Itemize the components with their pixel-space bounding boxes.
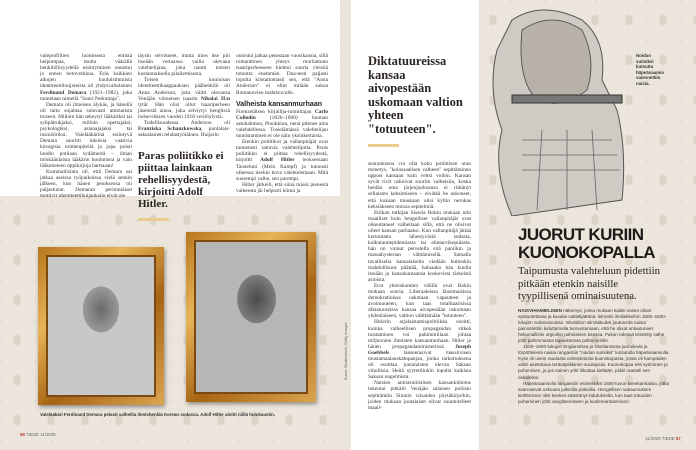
paragraph: Demara oli ilmeisen älykäs, ja hänellä oli taito sujahtaa sulavasti ammatista toiseen. Milloin hän tekeytyi lääkäriksi tai sylipätrukjaksi, milloin opettajaksi, psykologiksi, asianajajaksi tai insinööriksi. Valelääkärinä esiintyvä Demara suoritti lukuisia vaativia kirurgisia toimenpiteitä ja jopa poisti luodin potilaan sydämestä – ilman minkäänlaista lääkärin koulutusta ja vain lääketieteen oppikirjoja harttaaan!: [40, 101, 132, 169]
left-column-2: [138, 53, 230, 221]
paragraph: 1500–1600-lukujen Englannissa ja Skotlannissa juoruilevia ja lörpötteleviä naisia rangaistiin "noidan suitsiksi" kutsutulla häpeänaamiolla. Kyse oli usein raudasta valmistetusta kuonokopasta, jossa oli hampaiden väliin asetettava teräväpiikkinen suukapula. Kuonokoppa esti syöminen ja puhumisen, ja jos nainen yritti liikuttaa kieltään, piikki raasteli sen riekaleiksi.: [518, 344, 670, 380]
sidebar-title: JUORUT KURIIN KUONOKOPALLA: [518, 225, 655, 262]
paragraph: Häpeänaamiolla rangaistiin esimerkiksi 1600-luvun kveekarinaisia, jotka saarnasivat uskoaan julkisilla paikoilla. Hengellisen vakaumuksen kieltäminen olisi kenties säästänyt kidutukselta, kun taas totuuden puhuminen johti vangitsemiseen ja kuolemantuomioon.: [518, 380, 670, 404]
illustration-caption: Noidan suitsiksi kutsuttu häpeänaamio vaiennettiin naisia.: [636, 53, 665, 86]
sidebar-subtitle: Taipumusta valehteluun pidettiin pitkään etenkin naisille tyypillisenä ominaisuutena.: [518, 265, 660, 302]
sidebar: [518, 226, 670, 405]
accent-bar: [138, 218, 169, 221]
paragraph: Hitlerin arjalaistamispolitiikka osoitti, kuinka valheellisen propagandan sitkeä toistaminen voi pahimmillaan johtaa miljoonien ihmisten kansanmurhaan. Hitler ja hänen propagandaministerinsä Joseph Goebbels lanseerasivat massiivisen mustamaalauskampanjan, jonka tarkoituksena oli osoittaa juutalaisten olevan Saksan vihollisia. Heitä syytettiinkin lopulta kaikista Saksan ongelmista.: [368, 319, 471, 381]
photo-frame-demara: [38, 247, 164, 405]
left-column-3: [236, 53, 328, 194]
photo-caption: Valelääkäri Ferdinand Demara pelasti valheilla ihmishenkiä Korean sodassa. Adolf Hitler aloitti niillä holokaustin.: [40, 412, 276, 417]
right-column-1: [368, 55, 471, 411]
sidebar-body: [518, 308, 670, 406]
portrait-photo-demara: [46, 255, 156, 397]
left-folio: 56 TIEDE 11/2025: [20, 432, 56, 437]
portrait-photo-hitler: [194, 240, 308, 394]
photo-frame-hitler: [186, 232, 316, 402]
paragraph: Kummallisinta oli, että Demara sai jatkaa aseissa työpaikoissa vielä senkin jälkeen, kun hänen petoksensa oli paljastunut. Demaran perimmäiset motiivit identiteettihuijauksiin eivät ole: [40, 168, 132, 200]
subheading: Valheista kansanmurhaan: [236, 100, 322, 108]
paragraph: NAISVIHAMIELINEN näkemys, jonka mukaan kaikki naiset olivat epäluotettavia ja kavalia vaittelijättäriä, leimahti ilmiliekkeihin 1500–1600-lukujen noitavainoissa. Inkvisition silmätikuiksi joutuneita naisia painostettiin kiduttamalla tunnustamaan, että he olivat antautuneet hekumallisiin orgioihin paholaisen kanssa. Pakon edessä kiristetty valhe johti pahimmassa tapauksessa polttoroviolle.: [518, 307, 667, 343]
paragraph: Natsien antisemitistinen kansankiihotus tukeutui pitkälti Venäjän salaisen poliisin sepittämiin Siionin viisaiden pöytäkirjoihin, joiden mukaan juutalaiset olivat suunnitelleet maail-: [368, 380, 471, 411]
paragraph: seurauksena voi olla koko poliittisen uran menetys, "kolossaalisen valheen" sepittäminen upposi kansaan kuin veitsi voihin. Kansan syvät rivit uskoivat suuriin valheisiin, koska heidän oma järjenjuoksunsa ei riittänyt sellaisten keksimiseen – eivätkä he uskoneet, että kukaan muukaan olisi kyllin nerokas keksiäkseen moisia sepitelmiä.: [368, 161, 471, 210]
paragraph: onnistui jatkaa petostaan vuosikausia, sillä romanttinen yhteys murhattuun tsaariperheeseen kiehtoi suurta yleisöä totuutta enemmän. Dna-testi paljasti lopulta kiistattomasti sen, että "Anna Anderson" ei ollut mitään sukua Romanovien mahtisuvulle.: [236, 53, 328, 96]
paragraph: Todellisuudessa Anderson oli Franziska Schanzkowska, puolalais-saksalainen tehdastyöläinen. Huijarin: [138, 120, 230, 139]
paragraph: Toisen kuuluisan identiteettikaappauksen päähenkilö oli Anna Anderson, joka väitti olevansa Venäjän viimeisen tsaarin Nikolai II:n tytär. Hän olisi ollut tsaariperheen jäsenistä ainoa, joka selviytyi henglissä bolsevikkien vuoden 1918 verilöylystä.: [138, 77, 230, 120]
paragraph: täysin selvinneet, mutta mies itse piti itseään vertaansa vailla olevana valehtelijana, joka nautti toisten kustannuksella pilailemisesta.: [138, 53, 230, 78]
paragraph: Hitler järkeili, että siinä missä pienestä valheesta jäi helposti kiinni ja: [236, 181, 328, 194]
paragraph: Etenkin poliitikot ja vallanpitäjät ovat tunnetusti taitavia valehtelijoita. Paras poliitikko ei piittaa rehellisyydestä, kirjoitti Adolf Hitler teoksessaan Taisteluni (Mein Kampf) ja tunnusti olleensa itsekin kova valehtelemaan. Mitä suurempi valhe, sen parempi.: [236, 139, 328, 182]
scolds-bridle-woodcut-illustration: [482, 0, 632, 216]
paragraph: Etiikan tutkijan Sissela Bokin mukaan niin maalliset kuin hengelliset vallanpitäjät ovat oikeuttaneet valheitaan sillä, että ne olisivat olleet kansan parhaaksi. Kun vallanpitäjä jättää kertomatta lähestyvästä sodasta, kulkutautiepidemiasta tai elintarvikepulasta, hän on voinut perustella sitä paniikin ja massahysterian välttämisellä. Samalla tavalliselta kansalaiselta viedään kuitenkin mahdollisuus päättää, haluaako hän kuulla itseään ja kansakuntaansa koskevista tärkeistä asioista.: [368, 209, 471, 283]
left-column-1: [40, 53, 132, 199]
photo-credit: Kuvat: Shutterstock, Getty Images: [344, 322, 348, 380]
right-folio: 11/2025 TIEDE 57: [645, 436, 681, 441]
paragraph: Erot yhteiskuntien välillä ovat Bokin mukaan suuria. Liberaaleissa länsimaisissa demokratioissa uskotaan vapauteen ja avoimuuteen, kun taas totalitaarisissa diktatuureissa kansaa aivopestään uskomaan yhdenlaiseen, valtion välittämään "totuuteen".: [368, 282, 471, 320]
pull-quote-hitler: Paras poliitikko ei piittaa lainkaan rehellisyydestä, kirjoitti Adolf Hitler.: [138, 150, 224, 211]
paragraph: Firenzeläisen kirjailija-toimittajan Carlo Collodin (1826–1890) luoman satuhahmon, Pinokkion, nenä pitenee aina valehdellessa. Tosielämässä valehtelijan tunnistaminen ei ole näin yksinkertaista.: [236, 108, 328, 140]
paragraph: valeprofiilien luomisesta entistä helpompaa, mutta väärällä henkilöllisyydellä esiintyminen onnistui jo ennen tietoverkkoa. Eräs kaikkien aikojen kuuluisimmista identiteettihuijareista oli yhdysvaltalainen Ferdinand Demara (1921–1982), joka tunnetaan nimellä "Suuri Petkuttaja".: [40, 53, 132, 102]
pull-quote-dictatorship: Diktatuureissa kansaa aivopestään uskomaan valtion yhteen "totuuteen".: [368, 54, 463, 136]
accent-bar: [368, 144, 399, 147]
